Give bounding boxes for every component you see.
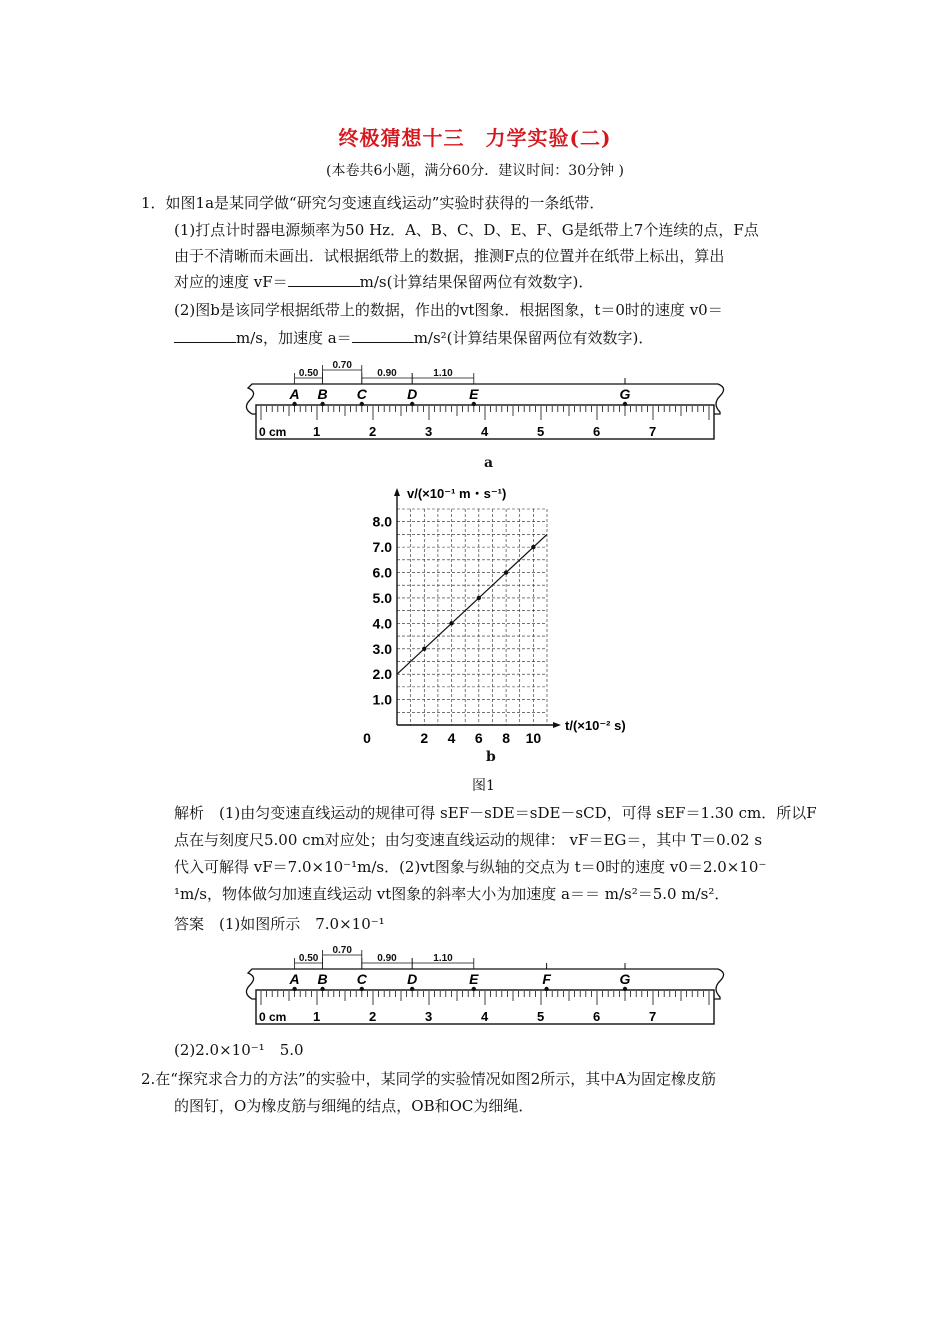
ruler-number: 3	[425, 1009, 433, 1024]
y-tick-label: 8.0	[372, 513, 392, 530]
ruler-number: 4	[481, 424, 489, 439]
point-dot-f	[544, 987, 548, 991]
point-label-d: D	[407, 386, 418, 402]
point-label-d: D	[407, 971, 418, 987]
point-label-g: G	[619, 386, 631, 402]
segment-label: 0.50	[298, 953, 319, 964]
q1-p1-line3	[174, 272, 593, 292]
point-dot-c	[360, 402, 364, 406]
ruler-number: 3	[425, 424, 433, 439]
ruler-number: 7	[649, 424, 657, 439]
ruler-number: 7	[649, 1009, 657, 1024]
y-tick-label: 1.0	[372, 691, 392, 708]
ruler-unit-label: 0 cm	[259, 425, 287, 439]
x-tick-label: 10	[525, 730, 542, 746]
ruler-number: 1	[313, 1009, 321, 1024]
x-tick-label: 2	[420, 730, 429, 746]
point-label-f: F	[542, 971, 551, 987]
point-dot-d	[410, 987, 414, 991]
data-point	[504, 570, 508, 574]
data-point	[449, 621, 453, 625]
point-dot-c	[360, 987, 364, 991]
point-label-b: B	[317, 386, 328, 402]
y-tick-label: 7.0	[372, 539, 392, 556]
figure-a-tape	[240, 358, 730, 448]
point-label-g: G	[619, 971, 631, 987]
point-label-a: A	[289, 971, 300, 987]
x-tick-label: 6	[474, 730, 483, 746]
x-axis-label: t/(×10⁻² s)	[565, 718, 626, 733]
segment-label: 1.10	[433, 368, 453, 379]
answer-line: 答案 (1)如图所示 7.0×10⁻¹	[174, 915, 385, 933]
figure-1-label: 图1	[472, 778, 495, 794]
point-dot-e	[472, 987, 476, 991]
ruler-number: 4	[481, 1009, 489, 1024]
point-dot-b	[320, 402, 324, 406]
point-dot-d	[410, 402, 414, 406]
analysis-line3: 代入可解得 vF＝7.0×10⁻¹m/s．(2)vt图象与纵轴的交点为 t＝0时的速度 v0＝2.0×10⁻	[174, 858, 767, 876]
y-tick-label: 3.0	[372, 640, 392, 657]
y-axis-label: v/(×10⁻¹ m・s⁻¹)	[407, 486, 507, 501]
point-label-e: E	[469, 386, 479, 402]
y-tick-label: 5.0	[372, 589, 392, 606]
figure-b-vt-chart	[350, 482, 650, 747]
analysis-line1: 解析 (1)由匀变速直线运动的规律可得 sEF－sDE＝sDE－sCD，可得 sEF＝1.30 cm．所以F	[174, 804, 817, 822]
x-axis-arrow	[553, 722, 561, 728]
y-tick-label: 4.0	[372, 615, 392, 632]
q1-p1-line1: (1)打点计时器电源频率为50 Hz．A、B、C、D、E、F、G是纸带上7个连续的点，F点	[174, 221, 759, 239]
point-label-e: E	[469, 971, 479, 987]
x-tick-label: 4	[447, 730, 456, 746]
answer-tape-figure	[240, 943, 730, 1033]
y-tick-label: 2.0	[372, 666, 392, 683]
point-dot-a	[292, 987, 296, 991]
segment-label: 0.70	[332, 945, 352, 956]
y-tick-label: 6.0	[372, 564, 392, 581]
q1-p1-line3-a: 对应的速度 vF＝	[174, 273, 288, 291]
figure-a-caption: a	[484, 455, 494, 471]
data-point	[531, 545, 535, 549]
point-dot-g	[623, 987, 627, 991]
page-subtitle: (本卷共6小题，满分60分．建议时间：30分钟 )	[326, 163, 624, 179]
point-dot-b	[320, 987, 324, 991]
q2-line2: 的图钉，O为橡皮筋与细绳的结点，OB和OC为细绳．	[174, 1097, 534, 1115]
ruler-number: 1	[313, 424, 321, 439]
analysis-line4: ¹m/s，物体做匀加速直线运动 vt图象的斜率大小为加速度 a＝＝ m/s²＝5.0 m/s²．	[174, 885, 730, 903]
answer-blank-a[interactable]	[352, 328, 414, 343]
ruler-number: 6	[593, 1009, 601, 1024]
segment-label: 1.10	[433, 953, 453, 964]
point-dot-a	[292, 402, 296, 406]
q1-intro: 1．如图1a是某同学做“研究匀变速直线运动”实验时获得的一条纸带．	[141, 194, 605, 212]
x-tick-label: 0	[363, 730, 371, 746]
answer-blank-vf[interactable]	[288, 272, 360, 287]
q1-p2-line2-b: m/s²(计算结果保留两位有效数字)．	[413, 329, 654, 347]
q1-p1-line2: 由于不清晰而未画出．试根据纸带上的数据，推测F点的位置并在纸带上标出，算出	[174, 247, 725, 265]
q1-p2-line1: (2)图b是该同学根据纸带上的数据，作出的vt图象．根据图象，t＝0时的速度 v0＝	[174, 301, 723, 319]
ruler-number: 2	[369, 1009, 377, 1024]
ruler-number: 2	[369, 424, 377, 439]
point-label-a: A	[289, 386, 300, 402]
answer2-line: (2)2.0×10⁻¹ 5.0	[174, 1041, 304, 1059]
data-point	[422, 647, 426, 651]
segment-label: 0.90	[377, 368, 397, 379]
page-title: 终极猜想十三 力学实验(二)	[338, 126, 612, 150]
analysis-line2: 点在与刻度尺5.00 cm对应处；由匀变速直线运动的规律： vF＝EG＝，其中 T＝0.02 s	[174, 831, 763, 849]
ruler-number: 6	[593, 424, 601, 439]
point-label-c: C	[356, 386, 367, 402]
point-dot-e	[472, 402, 476, 406]
ruler-number: 5	[537, 424, 545, 439]
q2-line1: 2.在“探究求合力的方法”的实验中，某同学的实验情况如图2所示，其中A为固定橡皮筋	[141, 1070, 717, 1088]
data-point	[477, 596, 481, 600]
q1-p2-line2-a: m/s，加速度 a＝	[236, 329, 352, 347]
point-label-b: B	[317, 971, 328, 987]
figure-b-caption: b	[486, 749, 496, 765]
answer-blank-v0[interactable]	[174, 328, 236, 343]
point-label-c: C	[356, 971, 367, 987]
ruler-number: 5	[537, 1009, 545, 1024]
ruler-unit-label: 0 cm	[259, 1010, 287, 1024]
segment-label: 0.50	[298, 368, 319, 379]
fit-line	[397, 534, 547, 674]
point-dot-g	[623, 402, 627, 406]
segment-label: 0.90	[377, 953, 397, 964]
q1-p1-line3-b: m/s(计算结果保留两位有效数字)．	[359, 273, 594, 291]
q1-p2-line2	[174, 328, 653, 348]
segment-label: 0.70	[332, 360, 352, 371]
y-axis-arrow	[394, 488, 400, 496]
x-tick-label: 8	[502, 730, 510, 746]
